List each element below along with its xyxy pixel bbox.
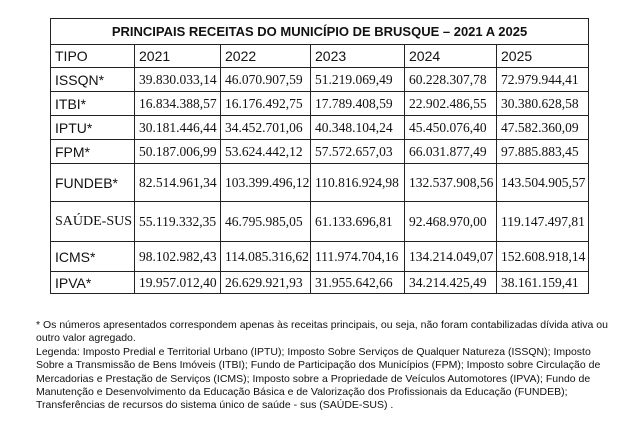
cell-value: 97.885.883,45 <box>497 140 589 164</box>
cell-value: 22.902.486,55 <box>405 92 497 116</box>
column-header-2025: 2025 <box>497 45 589 68</box>
cell-value: 17.789.408,59 <box>311 92 405 116</box>
table-row <box>51 164 589 202</box>
cell-value: 31.955.642,66 <box>311 272 405 294</box>
row-label: SAÚDE-SUS <box>51 202 135 242</box>
footnotes <box>36 319 616 413</box>
row-label: ISSQN* <box>51 68 135 92</box>
table-row <box>51 272 589 294</box>
cell-value: 50.187.006,99 <box>135 140 221 164</box>
cell-value: 82.514.961,34 <box>135 164 221 202</box>
table-row <box>51 92 589 116</box>
cell-value: 39.830.033,14 <box>135 68 221 92</box>
cell-value: 40.348.104,24 <box>311 116 405 140</box>
cell-value: 30.380.628,58 <box>497 92 589 116</box>
table-row <box>51 202 589 242</box>
cell-value: 26.629.921,93 <box>221 272 311 294</box>
table-title: PRINCIPAIS RECEITAS DO MUNICÍPIO DE BRUSQUE – 2021 A 2025 <box>51 19 589 45</box>
cell-value: 103.399.496,12 <box>221 164 311 202</box>
cell-value: 132.537.908,56 <box>405 164 497 202</box>
cell-value: 60.228.307,78 <box>405 68 497 92</box>
cell-value: 53.624.442,12 <box>221 140 311 164</box>
header-row <box>51 45 589 68</box>
cell-value: 98.102.982,43 <box>135 242 221 272</box>
cell-value: 51.219.069,49 <box>311 68 405 92</box>
column-header-2021: 2021 <box>135 45 221 68</box>
cell-value: 57.572.657,03 <box>311 140 405 164</box>
table-row <box>51 242 589 272</box>
table-row <box>51 140 589 164</box>
row-label: IPVA* <box>51 272 135 294</box>
asterisk-note: * Os números apresentados correspondem apenas às receitas principais, ou seja, não foram contabilizadas dívida ativa ou outro valor agregado. <box>36 319 608 345</box>
cell-value: 119.147.497,81 <box>497 202 589 242</box>
cell-value: 34.214.425,49 <box>405 272 497 294</box>
column-header-2023: 2023 <box>311 45 405 68</box>
cell-value: 46.795.985,05 <box>221 202 311 242</box>
cell-value: 72.979.944,41 <box>497 68 589 92</box>
table-row <box>51 68 589 92</box>
cell-value: 16.176.492,75 <box>221 92 311 116</box>
cell-value: 47.582.360,09 <box>497 116 589 140</box>
table-row <box>51 116 589 140</box>
row-label: IPTU* <box>51 116 135 140</box>
cell-value: 134.214.049,07 <box>405 242 497 272</box>
row-label: ITBI* <box>51 92 135 116</box>
cell-value: 30.181.446,44 <box>135 116 221 140</box>
row-label: FPM* <box>51 140 135 164</box>
cell-value: 92.468.970,00 <box>405 202 497 242</box>
row-label: ICMS* <box>51 242 135 272</box>
cell-value: 143.504.905,57 <box>497 164 589 202</box>
cell-value: 34.452.701,06 <box>221 116 311 140</box>
cell-value: 19.957.012,40 <box>135 272 221 294</box>
row-label: FUNDEB* <box>51 164 135 202</box>
legend-note: Legenda: Imposto Predial e Territorial Urbano (IPTU); Imposto Sobre Serviços de Qualquer Natureza (ISSQN); Imposto Sobre a Transmissão de Bens Imóveis (ITBI); Fundo de Participação dos Municípios (FPM); Imposto sobre Circulação de Mercadorias e Prestação de Serviços (ICMS); Imposto sobre a Propriedade de Veículos Automotores (IPVA); Fundo de Manutenção e Desenvolvimento da Educação Básica e de Valorização dos Profissionais da Educação (FUNDEB); Transferências de recursos do sistema único de saúde - sus (SAÚDE-SUS) . <box>36 345 601 412</box>
column-header-2022: 2022 <box>221 45 311 68</box>
column-header-2024: 2024 <box>405 45 497 68</box>
cell-value: 38.161.159,41 <box>497 272 589 294</box>
cell-value: 111.974.704,16 <box>311 242 405 272</box>
cell-value: 55.119.332,35 <box>135 202 221 242</box>
revenue-table <box>50 18 589 294</box>
cell-value: 61.133.696,81 <box>311 202 405 242</box>
cell-value: 45.450.076,40 <box>405 116 497 140</box>
cell-value: 110.816.924,98 <box>311 164 405 202</box>
column-header-tipo: TIPO <box>51 45 135 68</box>
cell-value: 46.070.907,59 <box>221 68 311 92</box>
cell-value: 114.085.316,62 <box>221 242 311 272</box>
cell-value: 16.834.388,57 <box>135 92 221 116</box>
cell-value: 66.031.877,49 <box>405 140 497 164</box>
cell-value: 152.608.918,14 <box>497 242 589 272</box>
